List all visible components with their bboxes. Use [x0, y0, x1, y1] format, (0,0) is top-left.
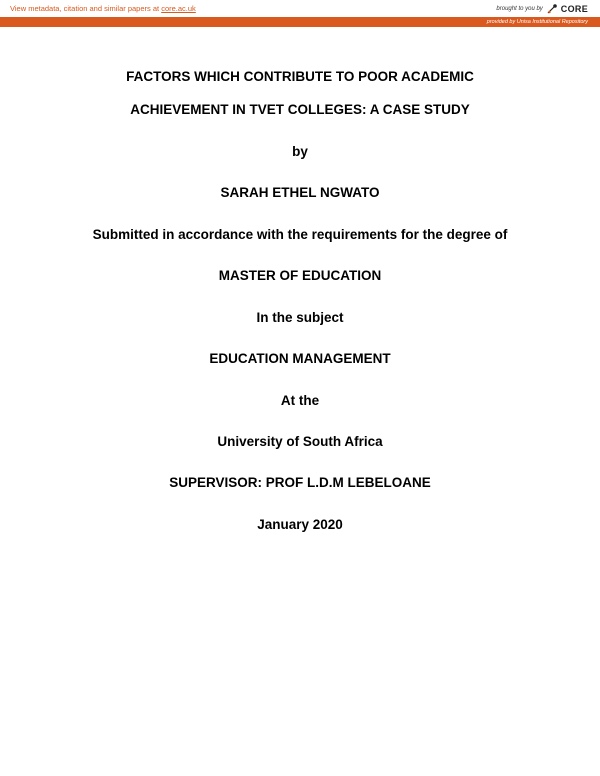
submission-date: January 2020 [257, 517, 343, 532]
supervisor-line: SUPERVISOR: PROF L.D.M LEBELOANE [169, 475, 431, 490]
brought-to-you-text: brought to you by [496, 6, 543, 12]
in-subject-label: In the subject [256, 310, 344, 325]
core-ac-uk-link[interactable]: core.ac.uk [161, 4, 196, 13]
university-name: University of South Africa [217, 434, 383, 449]
core-provided-strip [0, 17, 600, 27]
degree-name: MASTER OF EDUCATION [218, 268, 382, 283]
by-label: by [292, 144, 308, 159]
provided-by-text: provided by Unisa Institutional Repository [486, 19, 588, 25]
core-metadata-text: View metadata, citation and similar papers at [10, 4, 162, 13]
core-banner [0, 0, 600, 28]
at-the-label: At the [280, 393, 320, 408]
thesis-title-line-1: FACTORS WHICH CONTRIBUTE TO POOR ACADEMIC [126, 69, 474, 84]
subject-name: EDUCATION MANAGEMENT [209, 351, 391, 366]
author-name: SARAH ETHEL NGWATO [220, 185, 380, 200]
core-metadata-link[interactable] [10, 4, 196, 13]
submission-statement: Submitted in accordance with the requirements for the degree of [92, 227, 508, 242]
core-brought-to-you[interactable] [496, 2, 588, 16]
core-brand-label: CORE [560, 4, 588, 14]
core-logo-icon [546, 3, 558, 15]
thesis-title-line-2: ACHIEVEMENT IN TVET COLLEGES: A CASE STUDY [130, 102, 470, 117]
core-banner-top [0, 0, 600, 17]
